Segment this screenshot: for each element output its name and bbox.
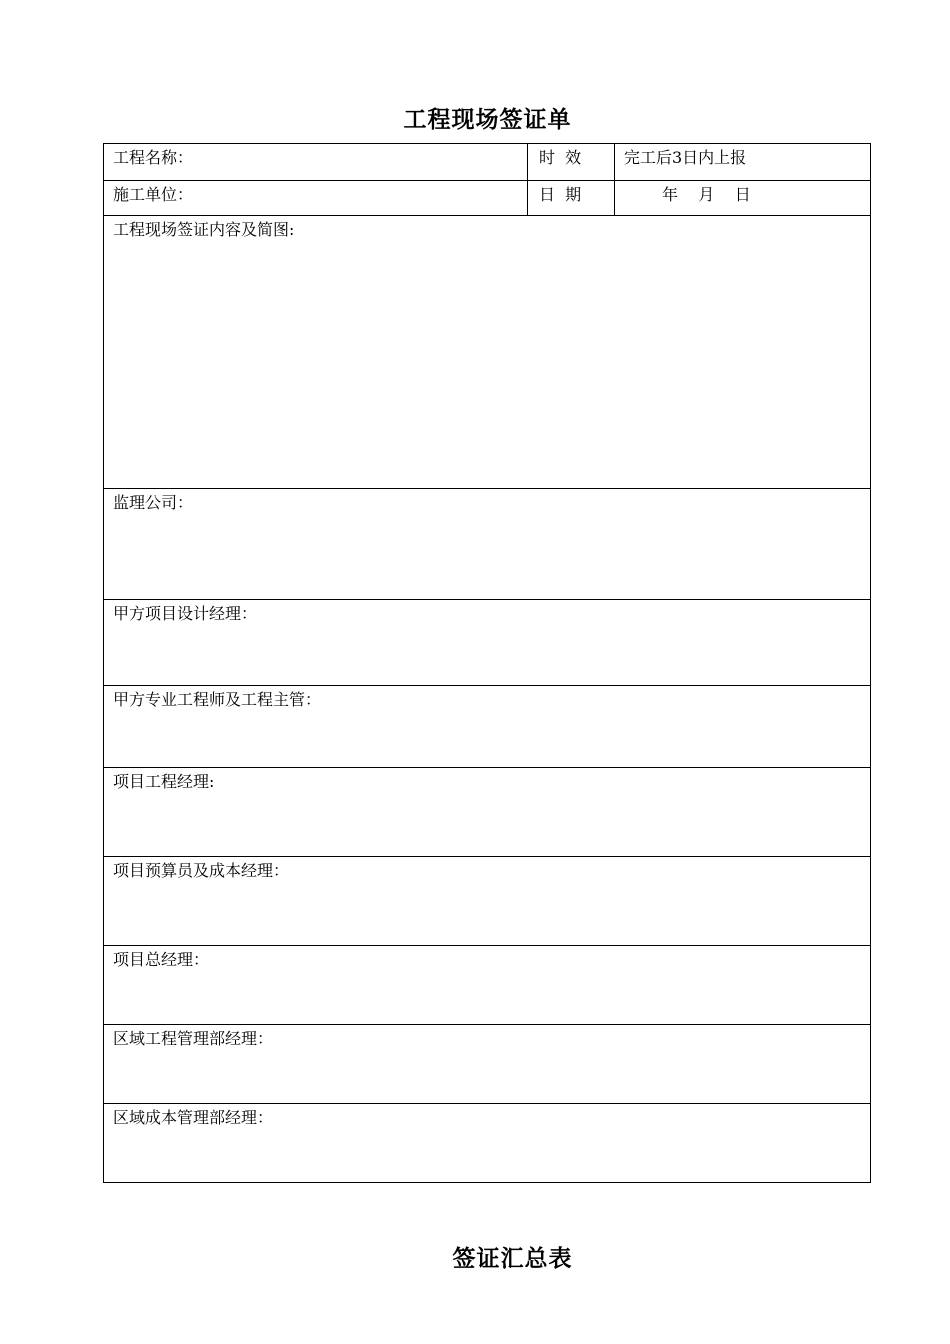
regional-cost-manager-label: 区域成本管理部经理：	[113, 1108, 274, 1127]
project-general-manager-cell[interactable]	[104, 946, 871, 1025]
project-general-manager-label: 项目总经理：	[113, 950, 210, 969]
date-value: 年 月 日	[662, 185, 751, 204]
supervisor-cell[interactable]	[104, 489, 871, 600]
approval-row	[104, 600, 871, 686]
project-engineering-manager-label: 项目工程经理:	[113, 772, 215, 791]
owner-engineer-cell[interactable]	[104, 686, 871, 768]
content-cell[interactable]	[104, 216, 871, 489]
content-row	[104, 216, 871, 489]
contractor-cell[interactable]	[104, 181, 528, 216]
date-value-cell[interactable]	[615, 181, 871, 216]
budget-cost-manager-cell[interactable]	[104, 857, 871, 946]
owner-design-manager-label: 甲方项目设计经理：	[113, 604, 258, 623]
approval-row	[104, 1025, 871, 1104]
project-name-cell[interactable]	[104, 144, 528, 181]
contractor-row	[104, 181, 871, 216]
approval-row	[104, 857, 871, 946]
approval-row	[104, 768, 871, 857]
approval-row	[104, 686, 871, 768]
validity-value-cell	[615, 144, 871, 181]
date-label-cell	[528, 181, 615, 216]
contractor-label: 施工单位：	[113, 185, 194, 204]
budget-cost-manager-label: 项目预算员及成本经理：	[113, 861, 290, 880]
supervisor-label: 监理公司：	[113, 493, 194, 512]
approval-row	[104, 1104, 871, 1183]
validity-label-cell	[528, 144, 615, 181]
form-title: 工程现场签证单	[403, 106, 572, 133]
owner-design-manager-cell[interactable]	[104, 600, 871, 686]
visa-form-table	[103, 143, 871, 1183]
project-engineering-manager-cell[interactable]	[104, 768, 871, 857]
date-label: 日 期	[539, 185, 582, 204]
summary-title: 签证汇总表	[452, 1245, 573, 1272]
project-name-label: 工程名称：	[113, 148, 194, 167]
approval-row	[104, 489, 871, 600]
validity-value: 完工后3日内上报	[624, 148, 747, 167]
regional-engineering-manager-cell[interactable]	[104, 1025, 871, 1104]
regional-engineering-manager-label: 区域工程管理部经理：	[113, 1029, 274, 1048]
owner-engineer-label: 甲方专业工程师及工程主管：	[113, 690, 322, 709]
content-label: 工程现场签证内容及简图:	[113, 220, 295, 239]
project-name-row	[104, 144, 871, 181]
regional-cost-manager-cell[interactable]	[104, 1104, 871, 1183]
validity-label: 时 效	[539, 148, 582, 167]
approval-row	[104, 946, 871, 1025]
